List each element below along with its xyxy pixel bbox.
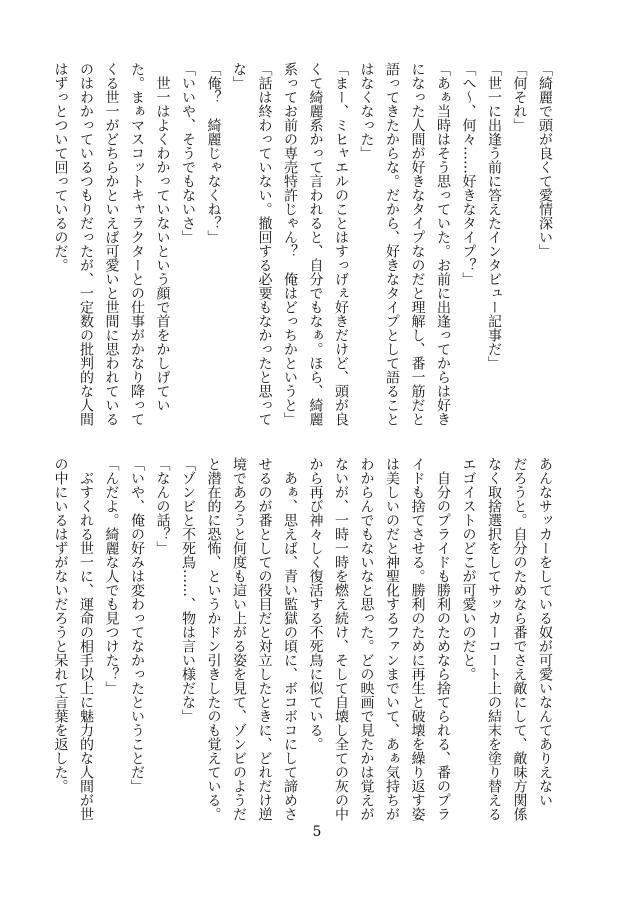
text-line: 「あぁ当時はそう思っていた。お前に出逢ってからは好き: [435, 62, 451, 426]
text-line: くる世一がどちらかといえば可愛いと世間に思われている: [103, 62, 120, 426]
text-line: せるのが番としての役目だと対立したときに、どれだけ逆: [256, 457, 273, 821]
text-line: 「俺？ 綺麗じゃなくね？」: [205, 62, 222, 244]
text-line: 系ってお前の専売特許じゃん？ 俺はどっちかというと」: [282, 62, 298, 426]
text-line: 「まー、ミヒャエルのことはすっげぇ好きだけど、頭が良: [333, 62, 349, 426]
text-line: 「んだよ。綺麗な人でも見つけた？」: [103, 457, 120, 695]
text-line: ぶすくれる世一に、運命の相手以上に魅力的な人間が世: [78, 457, 94, 821]
text-line: 「話は終わっていない。撤回する必要もなかったと思って: [256, 62, 273, 426]
text-line: は美しいのだと神聖化するファンまでいて、あぁ気持ちが: [384, 457, 400, 821]
upper-text-block: [52, 62, 557, 426]
text-line: のはわかっているつもりだったが、一定数の批判的な人間: [78, 62, 94, 426]
text-line: の中にいるはずがないだろうと呆れて言葉を返した。: [52, 457, 69, 793]
text-line: はずっとついて回っているのだ。: [52, 62, 69, 272]
text-line: エゴイストのどこが可愛いのだと。: [460, 457, 477, 681]
text-line: と潜在的に恐怖、というかドン引きしたのも覚えている。: [205, 457, 222, 821]
text-line: から再び神々しく復活する不死鳥に似ている。: [307, 457, 324, 751]
text-line: なく取捨選択をしてサッカーコート上の結末を塗り替える: [486, 457, 502, 821]
text-line: 語ってきたからな。だから、好きなタイプとして語ること: [384, 62, 400, 426]
text-line: た。まぁマスコットキャラクターとの仕事がかなり降って: [129, 62, 145, 426]
text-line: 境であろうと何度も這い上がる姿を見て、ゾンビのようだ: [231, 457, 247, 821]
text-line: 「なんの話？」: [154, 457, 171, 555]
text-line: 世一はよくわかっていないという顔で首をかしげてい: [154, 62, 171, 412]
text-line: はなくなった」: [358, 62, 375, 160]
text-line: わからんでもないなと思った。どの映画で見たかは覚えが: [358, 457, 375, 821]
text-line: くて綺麗系かって言われると、自分でもなぁ。ほら、綺麗: [307, 62, 324, 426]
text-line: 「世一に出逢う前に答えたインタビュー記事だ」: [486, 62, 502, 370]
text-line: 「いや、俺の好みは変わってなかったということだ」: [129, 457, 145, 793]
text-line: な」: [231, 62, 247, 90]
text-line: 「ゾンビと不死鳥……、物は言い様だな」: [180, 457, 196, 723]
text-line: 「何それ」: [511, 62, 528, 132]
page-number: 5: [312, 824, 322, 840]
text-line: 「綺麗で頭が良くて愛情深い」: [537, 62, 553, 258]
text-line: 自分のプライドも勝利のためなら捨てられる、番のプラ: [435, 457, 451, 821]
text-line: 「へ～、何々……好きなタイプ？」: [460, 62, 477, 286]
text-line: あんなサッカーをしている奴が可愛いなんてありえない: [537, 457, 553, 807]
text-line: ないが、一時一時を燃え続け、そして自壊し全ての灰の中: [333, 457, 349, 821]
lower-text-block: [52, 457, 557, 821]
text-line: イドも捨てさせる。勝利のために再生と破壊を繰り返す姿: [409, 457, 426, 821]
text-line: あぁ、思えば、青い監獄の頃に、ボコボコにして諦めさ: [282, 457, 298, 821]
text-line: になった人間が好きなタイプなのだと理解し、番一筋だと: [409, 62, 426, 426]
text-line: だろうと。自分のためなら番でさえ敵にして、敵味方関係: [511, 457, 528, 821]
text-line: 「いいや、そうでもないさ」: [180, 62, 196, 244]
